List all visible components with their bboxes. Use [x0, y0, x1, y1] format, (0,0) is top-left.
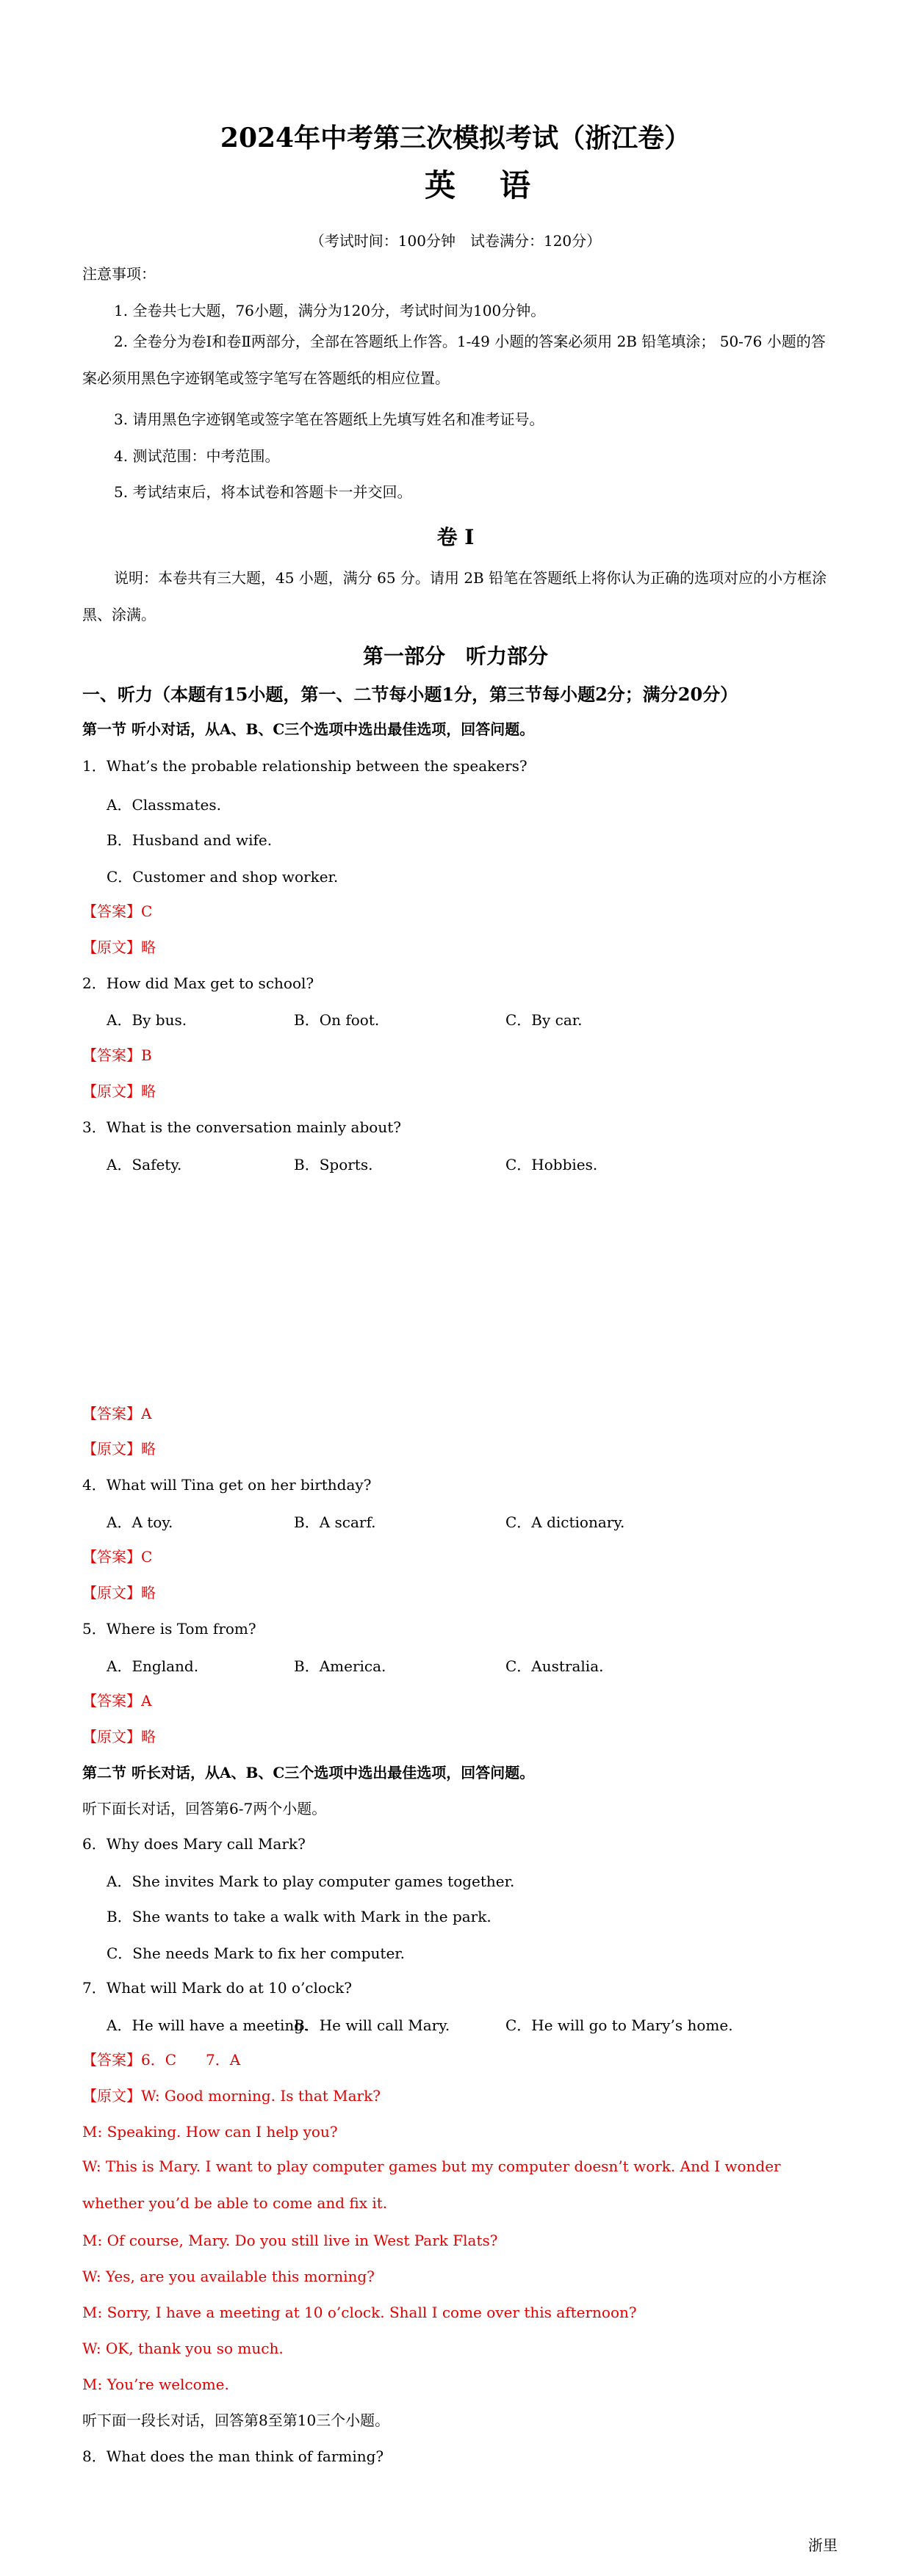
exam-info: （考试时间：100分钟 试卷满分：120分） — [309, 232, 602, 250]
question-stem: 4．What will Tina get on her birthday? — [82, 1476, 372, 1494]
option-b: B．She wants to take a walk with Mark in the park. — [107, 1908, 491, 1925]
answer-value: C — [141, 902, 153, 920]
script-label: 【原文】 — [82, 1584, 141, 1602]
volume-title: 卷 Ⅰ — [436, 525, 475, 549]
option-a: A．He will have a meeting. — [107, 2016, 309, 2034]
script-label: 【原文】 — [82, 1728, 141, 1745]
option-c: C．She needs Mark to fix her computer. — [107, 1944, 406, 1962]
option-a: A．She invites Mark to play computer games together. — [107, 1873, 515, 1890]
question-stem: 1．What’s the probable relationship between the speakers? — [82, 757, 527, 775]
script-omitted: 略 — [141, 938, 156, 956]
note-item: 2. 全卷分为卷Ⅰ和卷Ⅱ两部分，全部在答题纸上作答。1-49 小题的答案必须用 2B 铅笔填涂； 50-76 小题的答案必须用黑色字迹钢笔或签字笔写在答题纸的相应位置。 — [82, 333, 826, 387]
answer-line — [82, 900, 152, 922]
answer-value: 6．C 7．A — [141, 2051, 241, 2069]
question-stem: 3．What is the conversation mainly about? — [82, 1118, 401, 1136]
option-c: C．Hobbies. — [505, 1156, 598, 1173]
script-line — [82, 1582, 156, 1604]
answer-line — [82, 1690, 151, 1712]
answer-label: 【答案】 — [82, 1692, 141, 1710]
answer-line — [82, 1403, 151, 1425]
dialogue-line: W: Yes, are you available this morning? — [82, 2268, 375, 2285]
answer-label: 【答案】 — [82, 1548, 141, 1566]
option-b: B．On foot. — [294, 1011, 380, 1029]
section-heading: 一、听力（本题有15小题，第一、二节每小题1分，第三节每小题2分；满分20分） — [82, 684, 738, 705]
option-a: A．A toy. — [107, 1513, 173, 1531]
option-c: C．Australia. — [505, 1657, 604, 1675]
answer-label: 【答案】 — [82, 1405, 141, 1422]
script-omitted: 略 — [141, 1728, 156, 1745]
dialogue-line: M: Speaking. How can I help you? — [82, 2123, 338, 2141]
option-b: B．America. — [294, 1657, 386, 1675]
page-footer: 浙里 — [808, 2536, 838, 2554]
subsection-heading: 第二节 听长对话，从A、B、C三个选项中选出最佳选项，回答问题。 — [82, 1764, 535, 1781]
answer-label: 【答案】 — [82, 1046, 141, 1064]
option-c: C．A dictionary. — [505, 1513, 625, 1531]
question-stem: 8．What does the man think of farming? — [82, 2447, 384, 2465]
script-line — [82, 1080, 156, 1102]
option-b: B．Husband and wife. — [107, 831, 273, 849]
note-item: 1. 全卷共七大题，76小题，满分为120分，考试时间为100分钟。 — [114, 302, 546, 319]
subsection-heading: 第一节 听小对话，从A、B、C三个选项中选出最佳选项，回答问题。 — [82, 720, 535, 738]
exam-title: 2024年中考第三次模拟考试（浙江卷） — [220, 123, 691, 153]
dialogue-line: M: You’re welcome. — [82, 2376, 229, 2393]
option-b: B．He will call Mary. — [294, 2016, 450, 2034]
script-label: 【原文】 — [82, 1440, 141, 1458]
option-a: A．Safety. — [107, 1156, 182, 1173]
answer-value: A — [141, 1692, 152, 1710]
option-b: B．A scarf. — [294, 1513, 376, 1531]
script-label: 【原文】 — [82, 938, 141, 956]
answer-value: C — [141, 1548, 153, 1566]
question-stem: 7．What will Mark do at 10 o’clock? — [82, 1979, 352, 1997]
answer-value: B — [141, 1046, 152, 1064]
script-omitted: 略 — [141, 1440, 156, 1458]
answer-line — [82, 1546, 152, 1568]
answer-value: A — [141, 1405, 152, 1422]
subject-title: 英语 — [424, 167, 575, 203]
dialogue-line: W: Good morning. Is that Mark? — [141, 2087, 381, 2105]
script-label: 【原文】 — [82, 2087, 141, 2105]
script-label: 【原文】 — [82, 1082, 141, 1100]
script-line — [82, 1438, 156, 1460]
dialogue-line: W: OK, thank you so much. — [82, 2340, 284, 2357]
notes-heading: 注意事项： — [82, 265, 156, 283]
option-c: C．By car. — [505, 1011, 583, 1029]
dialogue-line: M: Of course, Mary. Do you still live in West Park Flats? — [82, 2232, 498, 2249]
script-line — [82, 1726, 156, 1748]
volume-description: 说明：本卷共有三大题，45 小题，满分 65 分。请用 2B 铅笔在答题纸上将你认为正确的选项对应的小方框涂黑、涂满。 — [82, 569, 827, 623]
script-line — [82, 936, 156, 958]
option-c: C．He will go to Mary’s home. — [505, 2016, 733, 2034]
part-title: 第一部分 听力部分 — [362, 644, 548, 668]
answer-label: 【答案】 — [82, 902, 141, 920]
answer-line — [82, 1044, 152, 1066]
answer-label: 【答案】 — [82, 2051, 141, 2069]
dialogue-line: W: This is Mary. I want to play computer games but my computer doesn’t work. And I wonder whether you’d be able to come and fix it. — [82, 2157, 781, 2212]
script-omitted: 略 — [141, 1584, 156, 1602]
listening-intro: 听下面长对话，回答第6-7两个小题。 — [82, 1800, 327, 1817]
option-a: A．England. — [107, 1657, 199, 1675]
script-line — [82, 2085, 381, 2107]
question-stem: 6．Why does Mary call Mark? — [82, 1835, 306, 1853]
listening-intro: 听下面一段长对话，回答第8至第10三个小题。 — [82, 2412, 390, 2429]
question-stem: 5．Where is Tom from? — [82, 1620, 256, 1638]
note-item: 5. 考试结束后，将本试卷和答题卡一并交回。 — [114, 483, 412, 501]
script-omitted: 略 — [141, 1082, 156, 1100]
question-stem: 2．How did Max get to school? — [82, 974, 314, 992]
option-b: B．Sports. — [294, 1156, 373, 1173]
note-item: 3. 请用黑色字迹钢笔或签字笔在答题纸上先填写姓名和准考证号。 — [114, 410, 544, 428]
option-c: C．Customer and shop worker. — [107, 868, 339, 886]
dialogue-line: M: Sorry, I have a meeting at 10 o’clock. Shall I come over this afternoon? — [82, 2304, 637, 2321]
note-item: 4. 测试范围：中考范围。 — [114, 447, 280, 465]
answer-line — [82, 2049, 240, 2071]
option-a: A．By bus. — [107, 1011, 187, 1029]
option-a: A．Classmates. — [107, 796, 221, 814]
